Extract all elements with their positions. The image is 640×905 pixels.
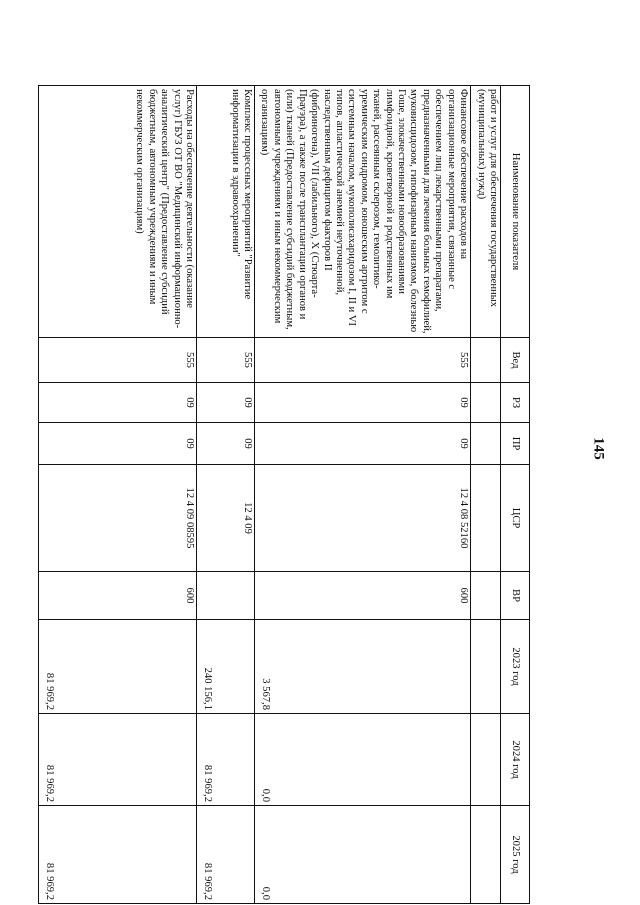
cell-2025 xyxy=(471,806,501,904)
cell-csr: 12 4 09 xyxy=(197,465,255,572)
cell-ved: 555 xyxy=(255,338,471,383)
table-row xyxy=(197,86,255,904)
cell-2023 xyxy=(471,620,501,714)
header-2025: 2025 год xyxy=(501,806,530,904)
cell-2024: 81 969,2 xyxy=(197,714,255,806)
cell-pr: 09 xyxy=(197,423,255,465)
cell-pr xyxy=(471,423,501,465)
cell-2025: 81 969,2 xyxy=(39,806,197,904)
cell-name: Расходы на обеспечение деятельности (оказание услуг) ГБУЗ ОТ ВО "Медицинский информационно-аналитический центр" (Предоставление субсидий бюджетным, автономным учреждениям и иным некоммерческим организациям) xyxy=(39,86,197,338)
header-name: Наименование показателя xyxy=(501,86,530,338)
header-2024: 2024 год xyxy=(501,714,530,806)
cell-ved xyxy=(471,338,501,383)
cell-pr: 09 xyxy=(39,423,197,465)
cell-2025: 0,0 xyxy=(255,806,471,904)
page-number: 145 xyxy=(590,437,607,460)
cell-vr xyxy=(471,572,501,620)
table-header-row xyxy=(501,86,530,904)
cell-2023: 240 156,1 xyxy=(197,620,255,714)
header-rz: РЗ xyxy=(501,383,530,423)
header-pr: ПР xyxy=(501,423,530,465)
table-row xyxy=(39,86,197,904)
rotated-page-content xyxy=(44,85,530,903)
budget-table xyxy=(38,85,530,904)
table-row xyxy=(255,86,471,904)
header-vr: ВР xyxy=(501,572,530,620)
cell-2024: 81 969,2 xyxy=(39,714,197,806)
cell-vr xyxy=(197,572,255,620)
cell-rz: 09 xyxy=(39,383,197,423)
cell-rz xyxy=(471,383,501,423)
cell-pr: 09 xyxy=(255,423,471,465)
cell-rz: 09 xyxy=(255,383,471,423)
header-2023: 2023 год xyxy=(501,620,530,714)
header-ved: Вед xyxy=(501,338,530,383)
cell-vr: 600 xyxy=(255,572,471,620)
cell-2023: 81 969,2 xyxy=(39,620,197,714)
cell-name: Комплекс процессных мероприятий "Развитие информатизации в здравоохранении" xyxy=(197,86,255,338)
cell-ved: 555 xyxy=(197,338,255,383)
cell-name: работ и услуг для обеспечения государственных (муниципальных) нужд) xyxy=(471,86,501,338)
cell-csr: 12 4 08 52160 xyxy=(255,465,471,572)
cell-2024: 0,0 xyxy=(255,714,471,806)
cell-csr: 12 4 09 08595 xyxy=(39,465,197,572)
table-row xyxy=(471,86,501,904)
cell-ved: 555 xyxy=(39,338,197,383)
cell-rz: 09 xyxy=(197,383,255,423)
cell-2025: 81 969,2 xyxy=(197,806,255,904)
cell-vr: 600 xyxy=(39,572,197,620)
cell-csr xyxy=(471,465,501,572)
cell-2024 xyxy=(471,714,501,806)
cell-2023: 3 567,8 xyxy=(255,620,471,714)
cell-name: Финансовое обеспечение расходов на организационные мероприятия, связанные с обеспечением лиц лекарственными препаратами, предназначенными для лечения больных гемофилией, муковисцидозом, гипофизарным нанизмом, болезнью Гоше, злокачественными новообразованиями лимфоидной, кроветворной и родственных им тканей, рассеянным склерозом, гемолитико-уремическим синдромом, юношеским артритом с системным началом, мукополисахаридозом I, II и VI типов, апластической анемией неуточненной, наследственным дефицитом факторов II (фибриногена), VII (лабильного), X (Стюарта-Прауэра), а также после трансплантации органов и (или) тканей (Предоставление субсидий бюджетным, автономным учреждениям и иным некоммерческим организациям) xyxy=(255,86,471,338)
header-csr: ЦСР xyxy=(501,465,530,572)
